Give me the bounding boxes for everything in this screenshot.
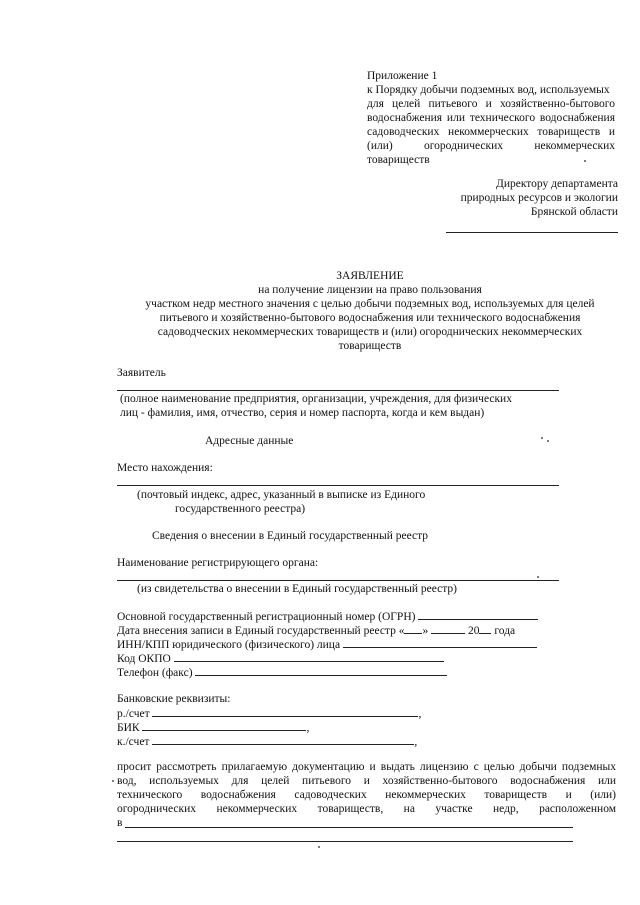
inn-label: ИНН/КПП юридического (физического) лица [117, 639, 341, 651]
bank-account-comma: , [418, 708, 422, 720]
ogrn-field[interactable] [418, 609, 538, 620]
scan-speck [537, 576, 539, 578]
corr-account-row [117, 734, 417, 749]
appendix-line: водоснабжения или технического водоснабжения [367, 112, 615, 124]
registry-date-row [117, 623, 515, 638]
ogrn-label: Основной государственный регистрационный номер (ОГРН) [117, 611, 416, 623]
document-subtitle-line: товариществ [338, 340, 402, 352]
scan-speck [547, 440, 549, 442]
inn-row [117, 637, 537, 652]
appendix-line: к Порядку добычи подземных вод, используемых [367, 84, 610, 96]
request-line: огороднических некоммерческих товариществ, на участке недр, расположенном [117, 803, 616, 815]
scan-speck [541, 437, 543, 439]
registering-authority-label: Наименование регистрирующего органа: [117, 557, 319, 569]
phone-field[interactable] [195, 665, 447, 676]
corr-account-field[interactable] [152, 734, 414, 745]
appendix-line: товариществ [367, 154, 430, 166]
date-year-prefix: 20 [467, 625, 480, 637]
date-year-field[interactable] [479, 623, 491, 634]
document-subtitle-line: на получение лицензии на право пользования [258, 284, 482, 296]
document-subtitle-line: садоводческих некоммерческих товариществ и (или) огороднических некоммерческих [157, 326, 583, 338]
applicant-field[interactable] [117, 390, 559, 391]
okpo-row [117, 651, 444, 666]
scan-speck [318, 846, 320, 848]
date-day-field[interactable] [404, 623, 422, 634]
appendix-line: садоводческих некоммерческих товариществ и [367, 126, 615, 138]
address-section-title: Адресные данные [205, 435, 294, 447]
scan-speck [584, 160, 586, 162]
bik-comma: , [306, 722, 310, 734]
date-label-close: » [422, 625, 429, 637]
applicant-hint: (полное наименование предприятия, организации, учреждения, для физических [120, 393, 512, 405]
okpo-field[interactable] [174, 651, 444, 662]
document-title: ЗАЯВЛЕНИЕ [336, 270, 404, 282]
registry-section-title: Сведения о внесении в Единый государственный реестр [152, 530, 429, 542]
appendix-line: (или) огороднических некоммерческих [367, 140, 615, 152]
addressee-signature-line[interactable] [446, 232, 618, 233]
registering-authority-field[interactable] [117, 580, 559, 581]
bank-account-field[interactable] [152, 706, 418, 717]
appendix-line: для целей питьевого и хозяйственно-бытового [367, 98, 615, 110]
date-label: Дата внесения записи в Единый государственный реестр « [117, 625, 405, 637]
request-line: вод, используемых для целей питьевого и хозяйственно-бытового водоснабжения или [117, 775, 616, 787]
bank-account-row [117, 706, 421, 721]
request-line: просит рассмотреть прилагаемую документацию и выдать лицензию с целью добычи подземных [117, 761, 616, 773]
inn-field[interactable] [343, 637, 537, 648]
document-subtitle-line: питьевого и хозяйственно-бытового водоснабжения или технического водоснабжения [159, 312, 581, 324]
bik-label: БИК [117, 722, 140, 734]
applicant-label: Заявитель [117, 367, 166, 379]
phone-label: Телефон (факс) [117, 667, 193, 679]
phone-row [117, 665, 447, 680]
applicant-hint: лиц - фамилия, имя, отчество, серия и номер паспорта, когда и кем выдан) [120, 407, 485, 419]
addressee-line: Директору департамента [495, 178, 618, 190]
location-hint: государственного реестра) [175, 503, 306, 515]
corr-account-comma: , [414, 736, 418, 748]
scan-speck [112, 780, 114, 782]
addressee-line: Брянской области [530, 206, 618, 218]
ogrn-row [117, 609, 538, 624]
plot-location-field[interactable] [125, 827, 573, 828]
request-last-word: в [117, 817, 123, 829]
date-year-suffix: года [494, 625, 516, 637]
bik-field[interactable] [142, 720, 306, 731]
location-field[interactable] [117, 485, 559, 486]
corr-account-label: к./счет [117, 736, 150, 748]
okpo-label: Код ОКПО [117, 653, 171, 665]
date-month-field[interactable] [431, 623, 465, 634]
location-hint: (почтовый индекс, адрес, указанный в выписке из Единого [137, 489, 426, 501]
registry-hint: (из свидетельства о внесении в Единый государственный реестр) [137, 583, 457, 595]
bank-account-label: р./счет [117, 708, 150, 720]
plot-location-field-2[interactable] [117, 841, 573, 842]
location-label: Место нахождения: [117, 462, 213, 474]
request-line: технического водоснабжения садоводческих некоммерческих товариществ и (или) [117, 789, 616, 801]
document-subtitle-line: участком недр местного значения с целью добычи подземных вод, используемых для целей [145, 298, 595, 310]
addressee-line: природных ресурсов и экологии [460, 192, 618, 204]
bank-details-title: Банковские реквизиты: [117, 693, 231, 705]
appendix-title: Приложение 1 [367, 70, 438, 82]
bik-row [117, 720, 309, 735]
